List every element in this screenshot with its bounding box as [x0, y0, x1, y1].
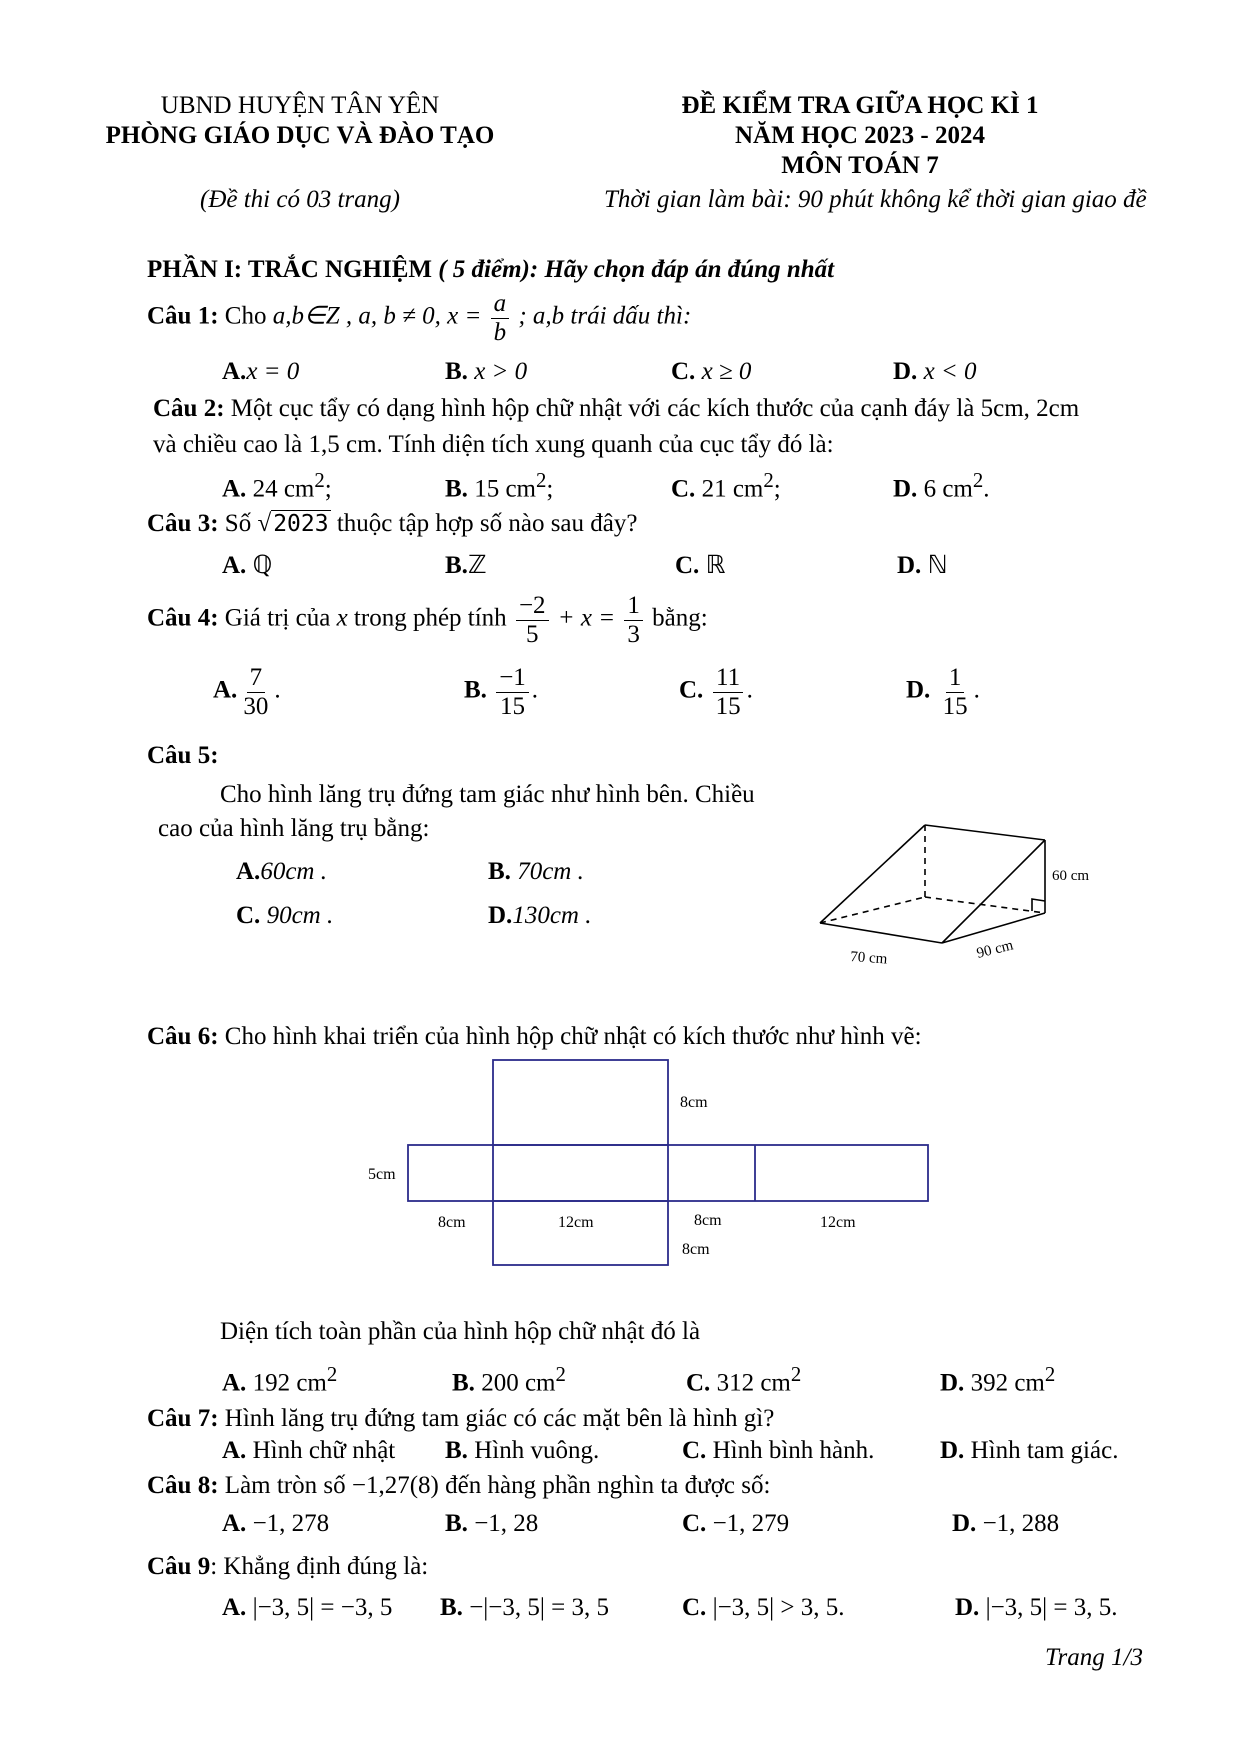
fraction — [516, 592, 549, 648]
option-c[interactable] — [682, 1594, 845, 1622]
option-b[interactable] — [445, 468, 553, 503]
option-a[interactable] — [222, 1362, 337, 1397]
question-math: + x = — [557, 604, 616, 632]
question-label: Câu 1: — [147, 302, 219, 330]
option-label: A. — [222, 1594, 247, 1621]
option-text: Hình tam giác. — [970, 1437, 1119, 1464]
page-number: Trang 1/3 — [1045, 1644, 1143, 1671]
option-text: x = 0 — [246, 358, 300, 385]
option-label: A. — [222, 475, 247, 503]
option-c[interactable]: C. $\frac{11}{15}$ . — [679, 664, 753, 720]
option-b[interactable] — [445, 1510, 538, 1538]
option-text: Hình bình hành. — [712, 1437, 875, 1464]
option-suffix: ; — [324, 475, 332, 503]
option-d[interactable] — [955, 1594, 1118, 1622]
prism-edge — [820, 825, 925, 923]
option-label: C. — [682, 1510, 707, 1537]
option-label: D. — [488, 902, 513, 929]
option-label: A. — [222, 1437, 247, 1464]
option-text: 15 cm — [474, 475, 536, 503]
net-label-b1: 8cm — [438, 1214, 466, 1231]
option-text: 200 cm — [481, 1369, 556, 1397]
option-label: B. — [445, 1437, 468, 1464]
question-text: Làm tròn số — [224, 1472, 346, 1499]
question-math: a,b∈Z , a, b ≠ 0, x = — [272, 302, 482, 330]
question-text: Hình lăng trụ đứng tam giác có các mặt bên là hình gì? — [224, 1405, 775, 1432]
option-label: C. — [682, 1594, 707, 1621]
question-3 — [147, 510, 637, 538]
option-text: 70cm . — [517, 858, 584, 885]
option-label: D. — [955, 1594, 980, 1621]
question-2-line2: và chiều cao là 1,5 cm. Tính diện tích xung quanh của cục tẩy đó là: — [153, 431, 834, 458]
option-c[interactable] — [686, 1362, 801, 1397]
fraction-numerator: −1 — [496, 664, 529, 693]
school-year: NĂM HỌC 2023 - 2024 — [735, 122, 985, 149]
option-label: A. — [222, 1510, 247, 1537]
option-text: ℝ — [705, 552, 726, 579]
net-label-left: 5cm — [368, 1166, 396, 1183]
option-c[interactable] — [671, 358, 751, 386]
option-text: 21 cm — [701, 475, 764, 503]
school-department: PHÒNG GIÁO DỤC VÀ ĐÀO TẠO — [105, 122, 495, 149]
fraction — [940, 664, 971, 720]
option-d[interactable] — [940, 1437, 1118, 1465]
option-label: A. — [222, 1369, 247, 1397]
option-label: D. — [940, 1369, 965, 1397]
fraction — [240, 664, 271, 720]
option-text: |−3, 5| = −3, 5 — [252, 1594, 393, 1621]
option-b[interactable] — [445, 1437, 599, 1465]
option-text: −1, 28 — [474, 1510, 539, 1537]
fraction — [713, 664, 744, 720]
question-text: bằng: — [652, 604, 708, 632]
net-label-b3: 8cm — [694, 1212, 722, 1229]
prism-base-label: 70 cm — [849, 949, 888, 968]
section-title — [147, 256, 834, 284]
superscript: 2 — [314, 468, 325, 492]
question-number: −1,27(8) — [351, 1472, 439, 1499]
option-label: B. — [440, 1594, 463, 1621]
question-label: Câu 6: — [147, 1023, 219, 1050]
option-label: C. — [682, 1437, 707, 1464]
option-label: B. — [445, 552, 468, 579]
fraction-denominator: 15 — [942, 692, 968, 720]
option-b[interactable]: B. $\frac{-1}{15}$ . — [464, 664, 539, 720]
option-text: −|−3, 5| = 3, 5 — [469, 1594, 609, 1621]
question-label: Câu 4: — [147, 604, 219, 632]
option-label: D. — [952, 1510, 977, 1537]
option-a[interactable] — [222, 1437, 395, 1465]
question-2 — [153, 395, 1079, 423]
fraction — [624, 592, 643, 648]
option-text: ℚ — [252, 552, 273, 579]
question-label: Câu 3: — [147, 510, 219, 537]
fraction-numerator: 1 — [624, 592, 643, 621]
option-text: Hình vuông. — [474, 1437, 600, 1464]
question-5-label: Câu 5: — [147, 742, 219, 769]
option-label: A. — [213, 676, 238, 704]
school-authority: UBND HUYỆN TÂN YÊN — [160, 92, 440, 119]
prism-edge — [820, 923, 942, 943]
question-4 — [147, 592, 708, 648]
option-c[interactable] — [236, 902, 333, 930]
net-middle-column — [493, 1060, 668, 1265]
fraction-numerator: −2 — [516, 592, 549, 621]
fraction-numerator: 11 — [713, 664, 743, 693]
question-6-prompt: Diện tích toàn phần của hình hộp chữ nhật đó là — [220, 1318, 701, 1345]
option-b[interactable] — [488, 858, 584, 886]
option-text: 130cm . — [512, 902, 592, 929]
fraction-numerator: 1 — [946, 664, 965, 693]
option-c[interactable] — [671, 468, 781, 503]
fraction-denominator: 30 — [243, 692, 269, 720]
option-label: B. — [464, 676, 487, 704]
option-a[interactable] — [222, 1510, 329, 1538]
subject: MÔN TOÁN 7 — [781, 152, 939, 179]
question-5-line2: cao của hình lăng trụ bằng: — [158, 815, 430, 842]
option-label: A. — [222, 552, 247, 579]
prism-edge — [925, 825, 1045, 840]
option-label: C. — [671, 358, 696, 385]
option-c[interactable] — [682, 1510, 789, 1538]
section-title-points: ( 5 điểm): — [438, 256, 539, 283]
option-b[interactable] — [445, 550, 487, 580]
option-label: D. — [893, 475, 918, 503]
option-d[interactable] — [940, 1362, 1055, 1397]
time-note: Thời gian làm bài: 90 phút không kể thời gian giao đề — [604, 186, 1147, 213]
square-root: √2023 — [257, 510, 329, 537]
page-count-note: (Đề thi có 03 trang) — [200, 186, 400, 213]
net-label-b4: 12cm — [820, 1214, 856, 1231]
option-text: 392 cm — [970, 1369, 1045, 1397]
question-text: Số — [224, 510, 252, 537]
option-a[interactable]: A. $\frac{7}{30}$ . — [213, 664, 281, 720]
option-text: −1, 288 — [982, 1510, 1060, 1537]
option-a[interactable] — [222, 550, 272, 580]
prism-figure — [810, 815, 1110, 975]
fraction — [491, 290, 510, 346]
right-angle-mark — [1032, 899, 1045, 911]
question-text: Cho hình khai triển của hình hộp chữ nhật có kích thước như hình vẽ: — [224, 1023, 922, 1050]
question-label: Câu 7: — [147, 1405, 219, 1432]
question-text: thuộc tập hợp số nào sau đây? — [336, 510, 638, 537]
question-text: : Khẳng định đúng là: — [210, 1553, 429, 1580]
question-text: trong phép tính — [353, 604, 507, 632]
superscript: 2 — [790, 1362, 802, 1386]
question-8 — [147, 1472, 770, 1500]
option-d[interactable] — [893, 358, 977, 386]
option-text: ℤ — [467, 552, 487, 579]
superscript: 2 — [326, 1362, 338, 1386]
option-text: x < 0 — [923, 358, 977, 385]
fraction-denominator: 15 — [499, 692, 525, 720]
option-a[interactable] — [222, 468, 332, 503]
fraction-denominator: 5 — [525, 620, 539, 648]
question-text: đến hàng phần nghìn ta được số: — [445, 1472, 771, 1499]
option-d[interactable] — [897, 550, 948, 580]
section-title-main: PHẦN I: TRẮC NGHIỆM — [147, 256, 432, 283]
prism-hidden-edge — [820, 897, 925, 923]
option-text: |−3, 5| = 3, 5. — [985, 1594, 1118, 1621]
question-text: Giá trị của — [224, 604, 331, 632]
superscript: 2 — [1044, 1362, 1056, 1386]
option-d[interactable]: D. $\frac{1}{15}$ . — [906, 664, 980, 720]
option-label: C. — [236, 902, 261, 929]
question-7 — [147, 1405, 774, 1433]
option-text: 6 cm — [923, 475, 973, 503]
option-b[interactable] — [445, 358, 527, 386]
question-9 — [147, 1553, 428, 1581]
question-5-line1: Cho hình lăng trụ đứng tam giác như hình bên. Chiều — [220, 781, 755, 808]
option-text: x > 0 — [474, 358, 528, 385]
exam-title: ĐỀ KIỂM TRA GIỮA HỌC KÌ 1 — [681, 92, 1039, 119]
superscript: 2 — [555, 1362, 566, 1386]
variable: x — [336, 604, 348, 632]
fraction-denominator: b — [493, 318, 507, 346]
superscript: 2 — [535, 468, 547, 492]
option-d[interactable] — [488, 902, 591, 930]
option-label: B. — [445, 358, 468, 385]
question-label: Câu 2: — [153, 395, 225, 422]
option-text: 24 cm — [252, 475, 315, 503]
option-label: B. — [445, 1510, 468, 1537]
option-a[interactable] — [236, 858, 327, 886]
net-label-b2: 12cm — [558, 1214, 594, 1231]
option-label: C. — [675, 552, 700, 579]
option-label: D. — [940, 1437, 965, 1464]
option-suffix: ; — [546, 475, 554, 503]
option-label: C. — [671, 475, 696, 503]
question-label: Câu 9 — [147, 1553, 211, 1580]
option-text: |−3, 5| > 3, 5. — [712, 1594, 845, 1621]
option-suffix: . — [983, 475, 990, 503]
option-b[interactable] — [452, 1362, 566, 1397]
option-label: C. — [686, 1369, 711, 1397]
superscript: 2 — [972, 468, 984, 492]
option-label: D. — [893, 358, 918, 385]
option-text: x ≥ 0 — [701, 358, 752, 385]
question-text: Một cục tẩy có dạng hình hộp chữ nhật với các kích thước của cạnh đáy là 5cm, 2cm — [230, 395, 1080, 422]
option-label: A. — [236, 858, 261, 885]
fraction-denominator: 3 — [627, 620, 640, 648]
box-net-figure — [350, 1055, 950, 1305]
option-d[interactable] — [952, 1510, 1059, 1538]
net-label-top: 8cm — [680, 1094, 708, 1111]
option-c[interactable] — [675, 550, 725, 580]
fraction — [496, 664, 529, 720]
option-a[interactable] — [222, 1594, 392, 1622]
option-text: Hình chữ nhật — [252, 1437, 396, 1464]
option-text: ℕ — [927, 552, 948, 579]
prism-depth-label: 90 cm — [975, 937, 1015, 962]
option-label: D. — [897, 552, 922, 579]
fraction-numerator: a — [491, 290, 510, 319]
option-suffix: ; — [773, 475, 781, 503]
option-label: B. — [488, 858, 511, 885]
option-text: 312 cm — [716, 1369, 791, 1397]
fraction-denominator: 15 — [715, 692, 741, 720]
question-1 — [147, 290, 691, 346]
option-text: −1, 278 — [252, 1510, 330, 1537]
option-a[interactable] — [222, 358, 299, 386]
net-label-bottom: 8cm — [682, 1241, 710, 1258]
question-label: Câu 8: — [147, 1472, 219, 1499]
option-label: D. — [906, 676, 931, 704]
option-text: 60cm . — [260, 858, 327, 885]
fraction-numerator: 7 — [247, 664, 266, 693]
radicand: 2023 — [273, 511, 329, 537]
option-text: 90cm . — [266, 902, 334, 929]
superscript: 2 — [763, 468, 774, 492]
prism-height-label: 60 cm — [1052, 868, 1090, 884]
question-text: ; a,b trái dấu thì: — [518, 302, 692, 330]
question-6 — [147, 1023, 922, 1051]
section-title-instruction: Hãy chọn đáp án đúng nhất — [544, 256, 835, 283]
option-label: A. — [222, 358, 247, 385]
option-d[interactable] — [893, 468, 990, 503]
option-c[interactable] — [682, 1437, 874, 1465]
option-label: B. — [445, 475, 468, 503]
option-text: −1, 279 — [712, 1510, 790, 1537]
option-label: C. — [679, 676, 704, 704]
question-text: Cho — [224, 302, 267, 330]
option-label: B. — [452, 1369, 475, 1397]
option-text: 192 cm — [252, 1369, 327, 1397]
option-b[interactable] — [440, 1594, 609, 1622]
